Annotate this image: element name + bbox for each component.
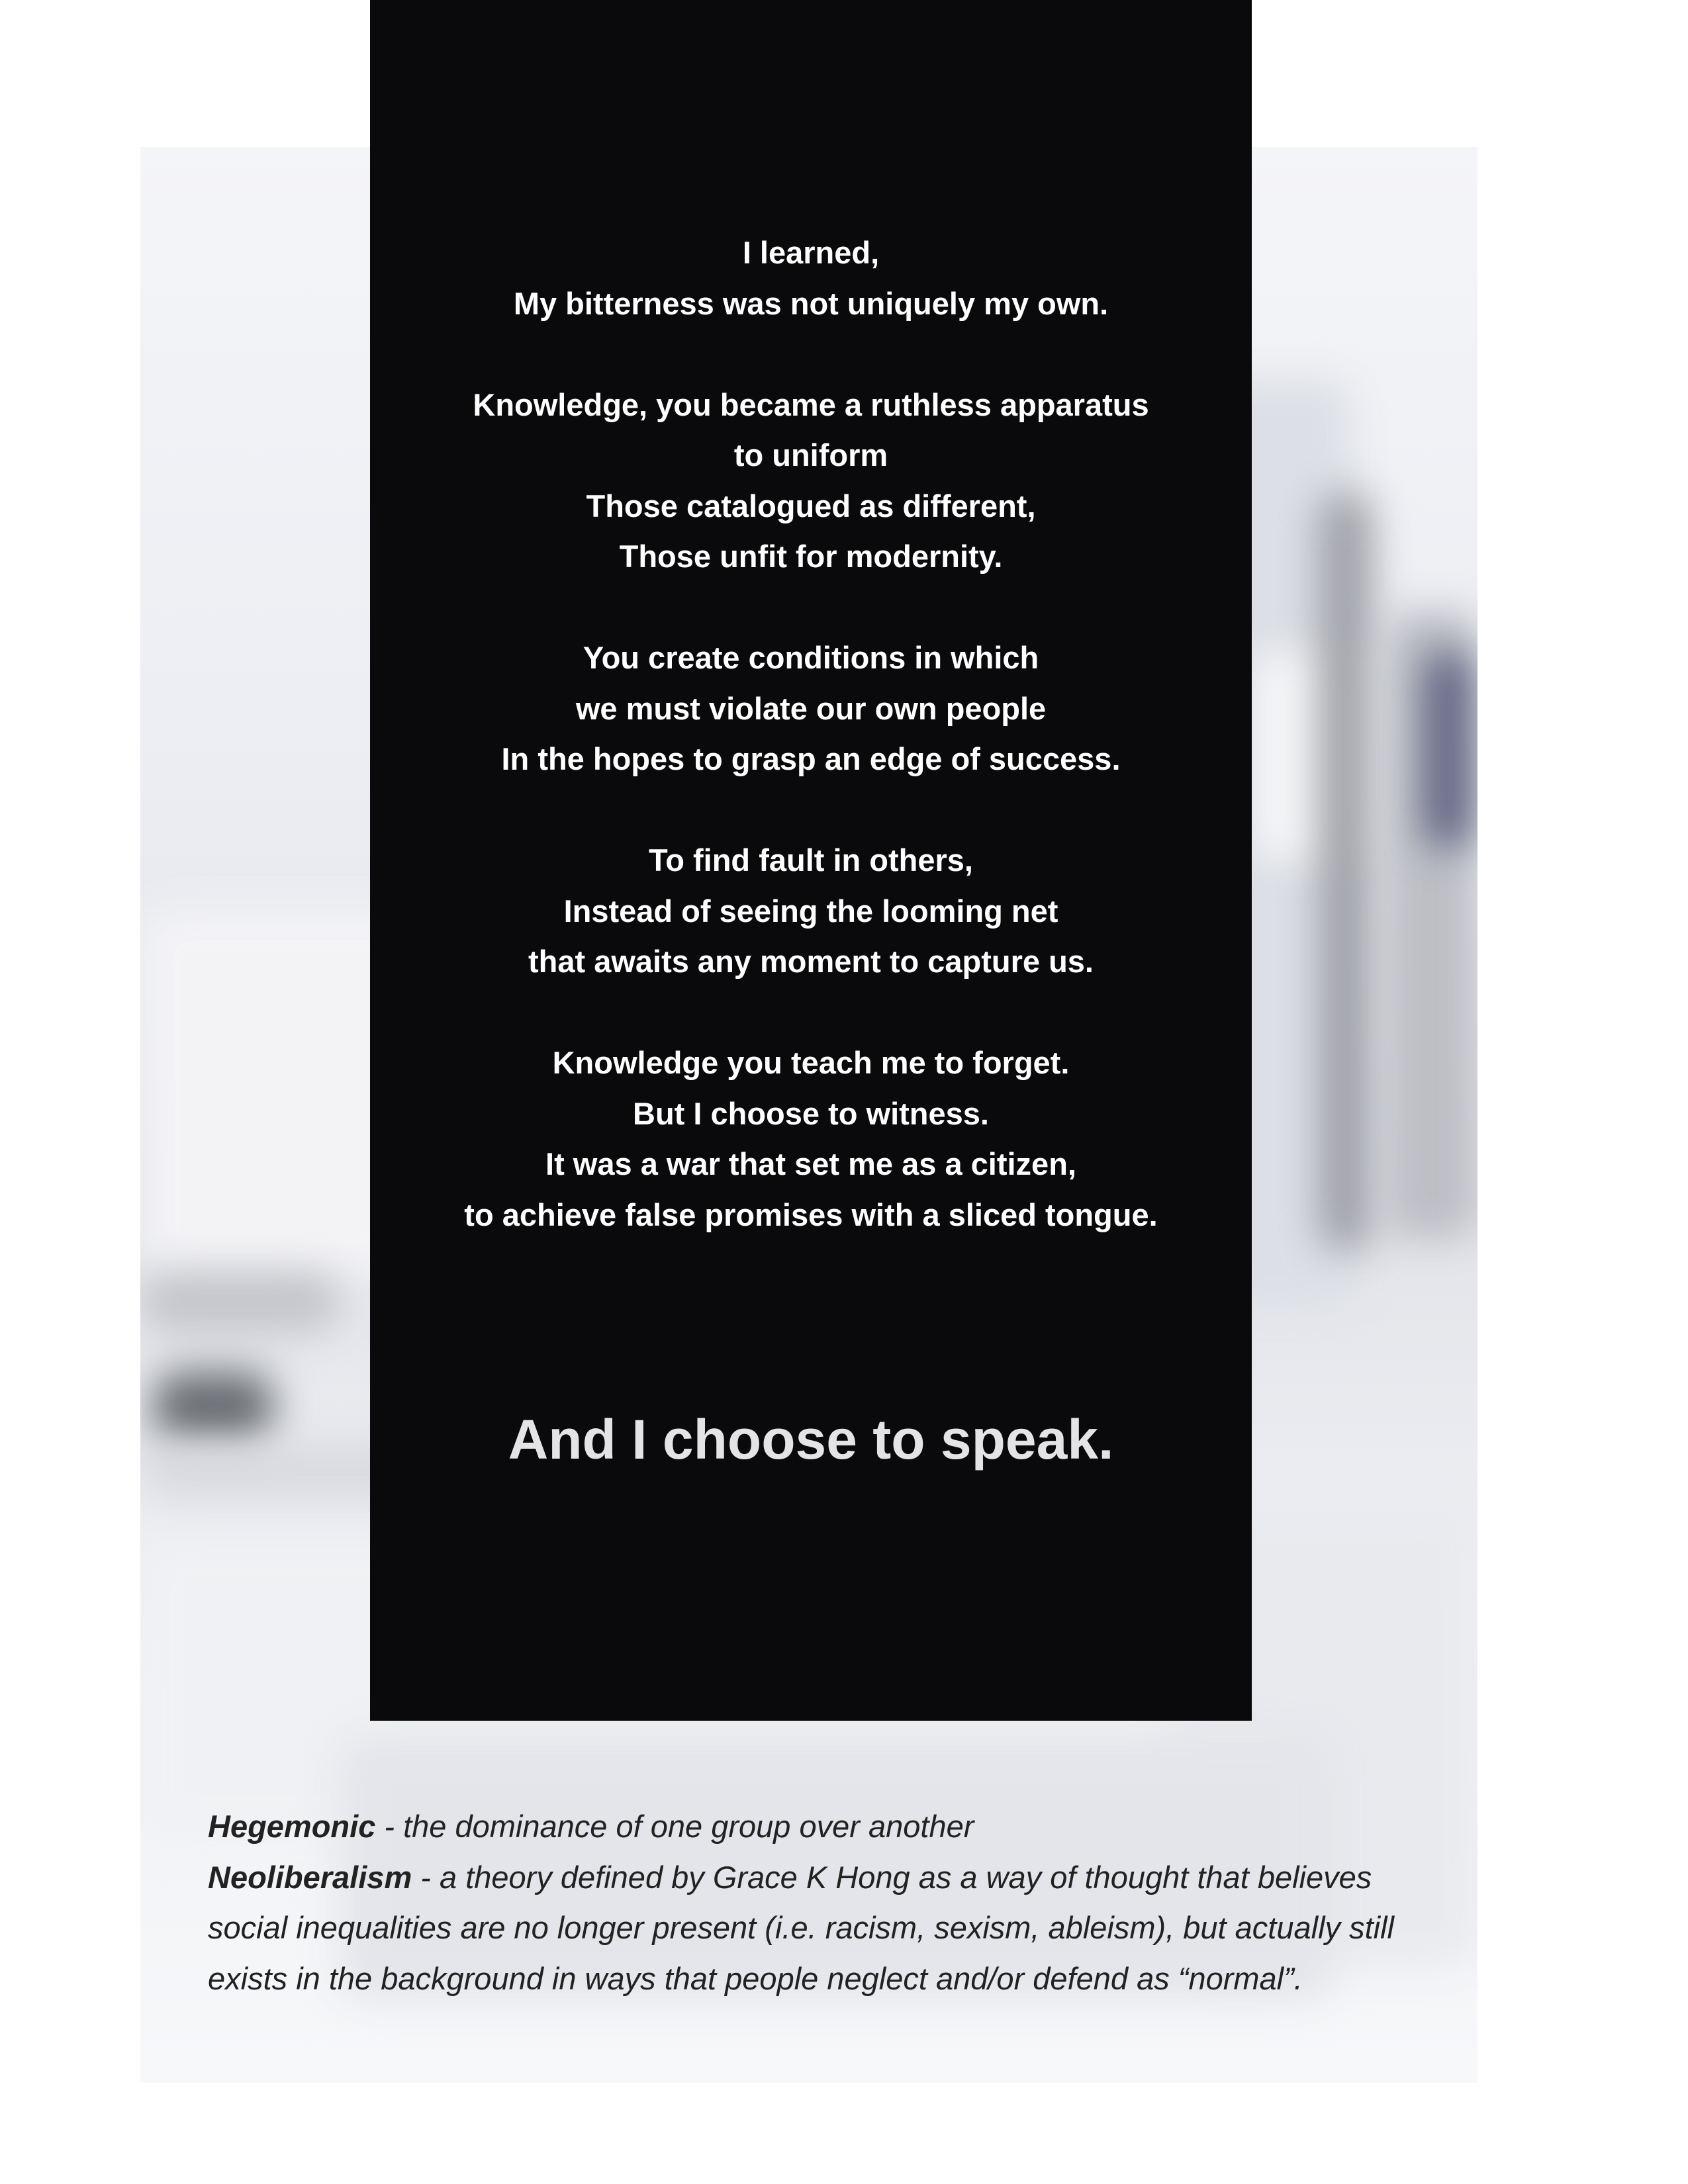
poem-line: You create conditions in which (583, 640, 1039, 675)
glossary-term: Neoliberalism (208, 1859, 412, 1895)
poem-line: My bitterness was not uniquely my own. (513, 285, 1109, 321)
glossary-definition: - a theory defined by Grace K Hong as a way of thought that believes social inequalities are no longer present (i.e. racism, sexism, ableism), but actually still exists in the background in ways that people neglect and/or defend as “normal”. (208, 1859, 1394, 1996)
poem-line: In the hopes to grasp an edge of success. (501, 741, 1121, 776)
stanza-4 (370, 835, 1252, 987)
poem-line: Instead of seeing the looming net (563, 893, 1058, 929)
glossary-term: Hegemonic (208, 1809, 376, 1844)
poem-line: Knowledge, you became a ruthless apparatus (473, 387, 1149, 422)
poem-line: to achieve false promises with a sliced tongue. (464, 1197, 1158, 1232)
closing-line: And I choose to speak. (508, 1408, 1114, 1471)
poem-line: But I choose to witness. (633, 1095, 989, 1131)
glossary-entry-neoliberalism (208, 1852, 1446, 2005)
glossary (208, 1801, 1446, 2004)
poem-line: I learned, (742, 235, 880, 270)
poem-body (370, 228, 1252, 1240)
stanza-2 (370, 380, 1252, 582)
poem-line: Those unfit for modernity. (619, 539, 1003, 574)
poem-line: Those catalogued as different, (586, 488, 1036, 523)
poem-panel (370, 0, 1252, 1721)
poem-line: we must violate our own people (575, 690, 1047, 726)
poem-line: Knowledge you teach me to forget. (552, 1045, 1070, 1080)
poem-line: to uniform (733, 437, 888, 473)
stanza-5 (370, 1038, 1252, 1240)
glossary-definition: - the dominance of one group over another (375, 1809, 974, 1844)
stanza-3 (370, 633, 1252, 785)
poem-line: that awaits any moment to capture us. (528, 944, 1094, 979)
stanza-1 (370, 228, 1252, 329)
glossary-entry-hegemonic (208, 1801, 1446, 1852)
poem-line: It was a war that set me as a citizen, (545, 1146, 1076, 1181)
poem-line: To find fault in others, (649, 842, 973, 878)
